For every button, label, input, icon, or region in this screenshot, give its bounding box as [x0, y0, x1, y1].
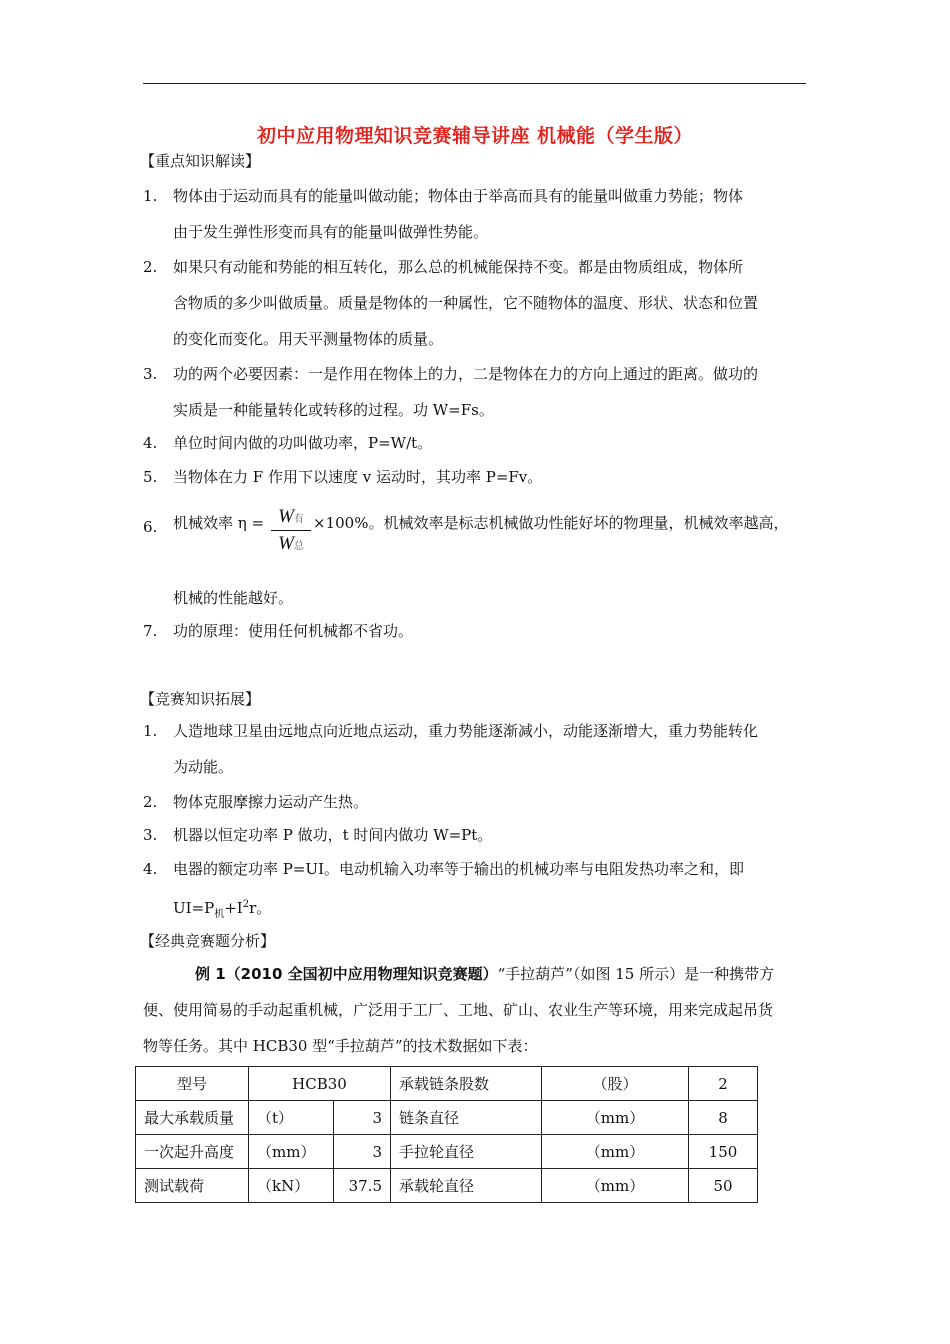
text-line: 当物体在力 F 作用下以速度 v 运动时，其功率 P=Fv。: [173, 468, 543, 486]
text-line: 便、使用简易的手动起重机械，广泛用于工厂、工地、矿山、农业生产等环境，用来完成起吊货: [143, 1001, 774, 1019]
text-line: 为动能。: [173, 758, 234, 776]
text-line: 物等任务。其中 HCB30 型“手拉葫芦”的技术数据如下表：: [143, 1037, 538, 1055]
section-heading-analysis: 【经典竞赛题分析】: [140, 932, 276, 950]
table-row: 型号 HCB30 承载链条股数 （股） 2: [136, 1067, 758, 1101]
text-line: 物体克服摩擦力运动产生热。: [173, 793, 369, 811]
header-rule: [143, 83, 806, 84]
section-heading-key-points: 【重点知识解读】: [140, 152, 261, 170]
text-line: 物体由于运动而具有的能量叫做动能；物体由于举高而具有的能量叫做重力势能；物体: [173, 187, 744, 205]
example-paragraph: [143, 956, 813, 1064]
table-row: 一次起升高度 （mm） 3 手拉轮直径 （mm） 150: [136, 1135, 758, 1169]
efficiency-formula: 机械效率 η = W有 W总 ×100%。机械效率是标志机械做功性能好坏的物理量，机械效率越高，: [173, 506, 789, 554]
text-line: 实质是一种能量转化或转移的过程。功 W=Fs。: [173, 401, 494, 419]
example-label: 例 1（2010 全国初中应用物理知识竞赛题）: [195, 965, 498, 983]
section-heading-extension: 【竞赛知识拓展】: [140, 690, 261, 708]
table-row: 最大承载质量 （t） 3 链条直径 （mm） 8: [136, 1101, 758, 1135]
text-line: 如果只有动能和势能的相互转化，那么总的机械能保持不变。都是由物质组成，物体所: [173, 258, 744, 276]
text-line: $UI=P_机+I^2r$。: [173, 899, 272, 920]
fraction: W有 W总: [271, 506, 311, 555]
text-line: 单位时间内做的功叫做功率，P=W/t。: [173, 434, 433, 452]
fraction-bar: [271, 530, 311, 531]
text-line: 由于发生弹性形变而具有的能量叫做弹性势能。: [173, 223, 489, 241]
text-line: 人造地球卫星由远地点向近地点运动，重力势能逐渐减小，动能逐渐增大，重力势能转化: [173, 722, 759, 740]
page-title: 初中应用物理知识竞赛辅导讲座 机械能（学生版）: [256, 125, 694, 147]
text-line: 的变化而变化。用天平测量物体的质量。: [173, 330, 444, 348]
spec-table: [135, 1066, 758, 1203]
table-row: 测试载荷 （kN） 37.5 承载轮直径 （mm） 50: [136, 1169, 758, 1203]
text-line: 机器以恒定功率 P 做功，t 时间内做功 W=Pt。: [173, 826, 493, 844]
text-line: 含物质的多少叫做质量。质量是物体的一种属性，它不随物体的温度、形状、状态和位置: [173, 294, 759, 312]
text-line: 电器的额定功率 P=UI。电动机输入功率等于输出的机械功率与电阻发热功率之和，即: [173, 860, 744, 878]
text-line: 功的两个必要因素：一是作用在物体上的力，二是物体在力的方向上通过的距离。做功的: [173, 365, 759, 383]
text-line: 例 1（2010 全国初中应用物理知识竞赛题）“手拉葫芦”（如图 15 所示）是一种携带方: [195, 965, 775, 983]
